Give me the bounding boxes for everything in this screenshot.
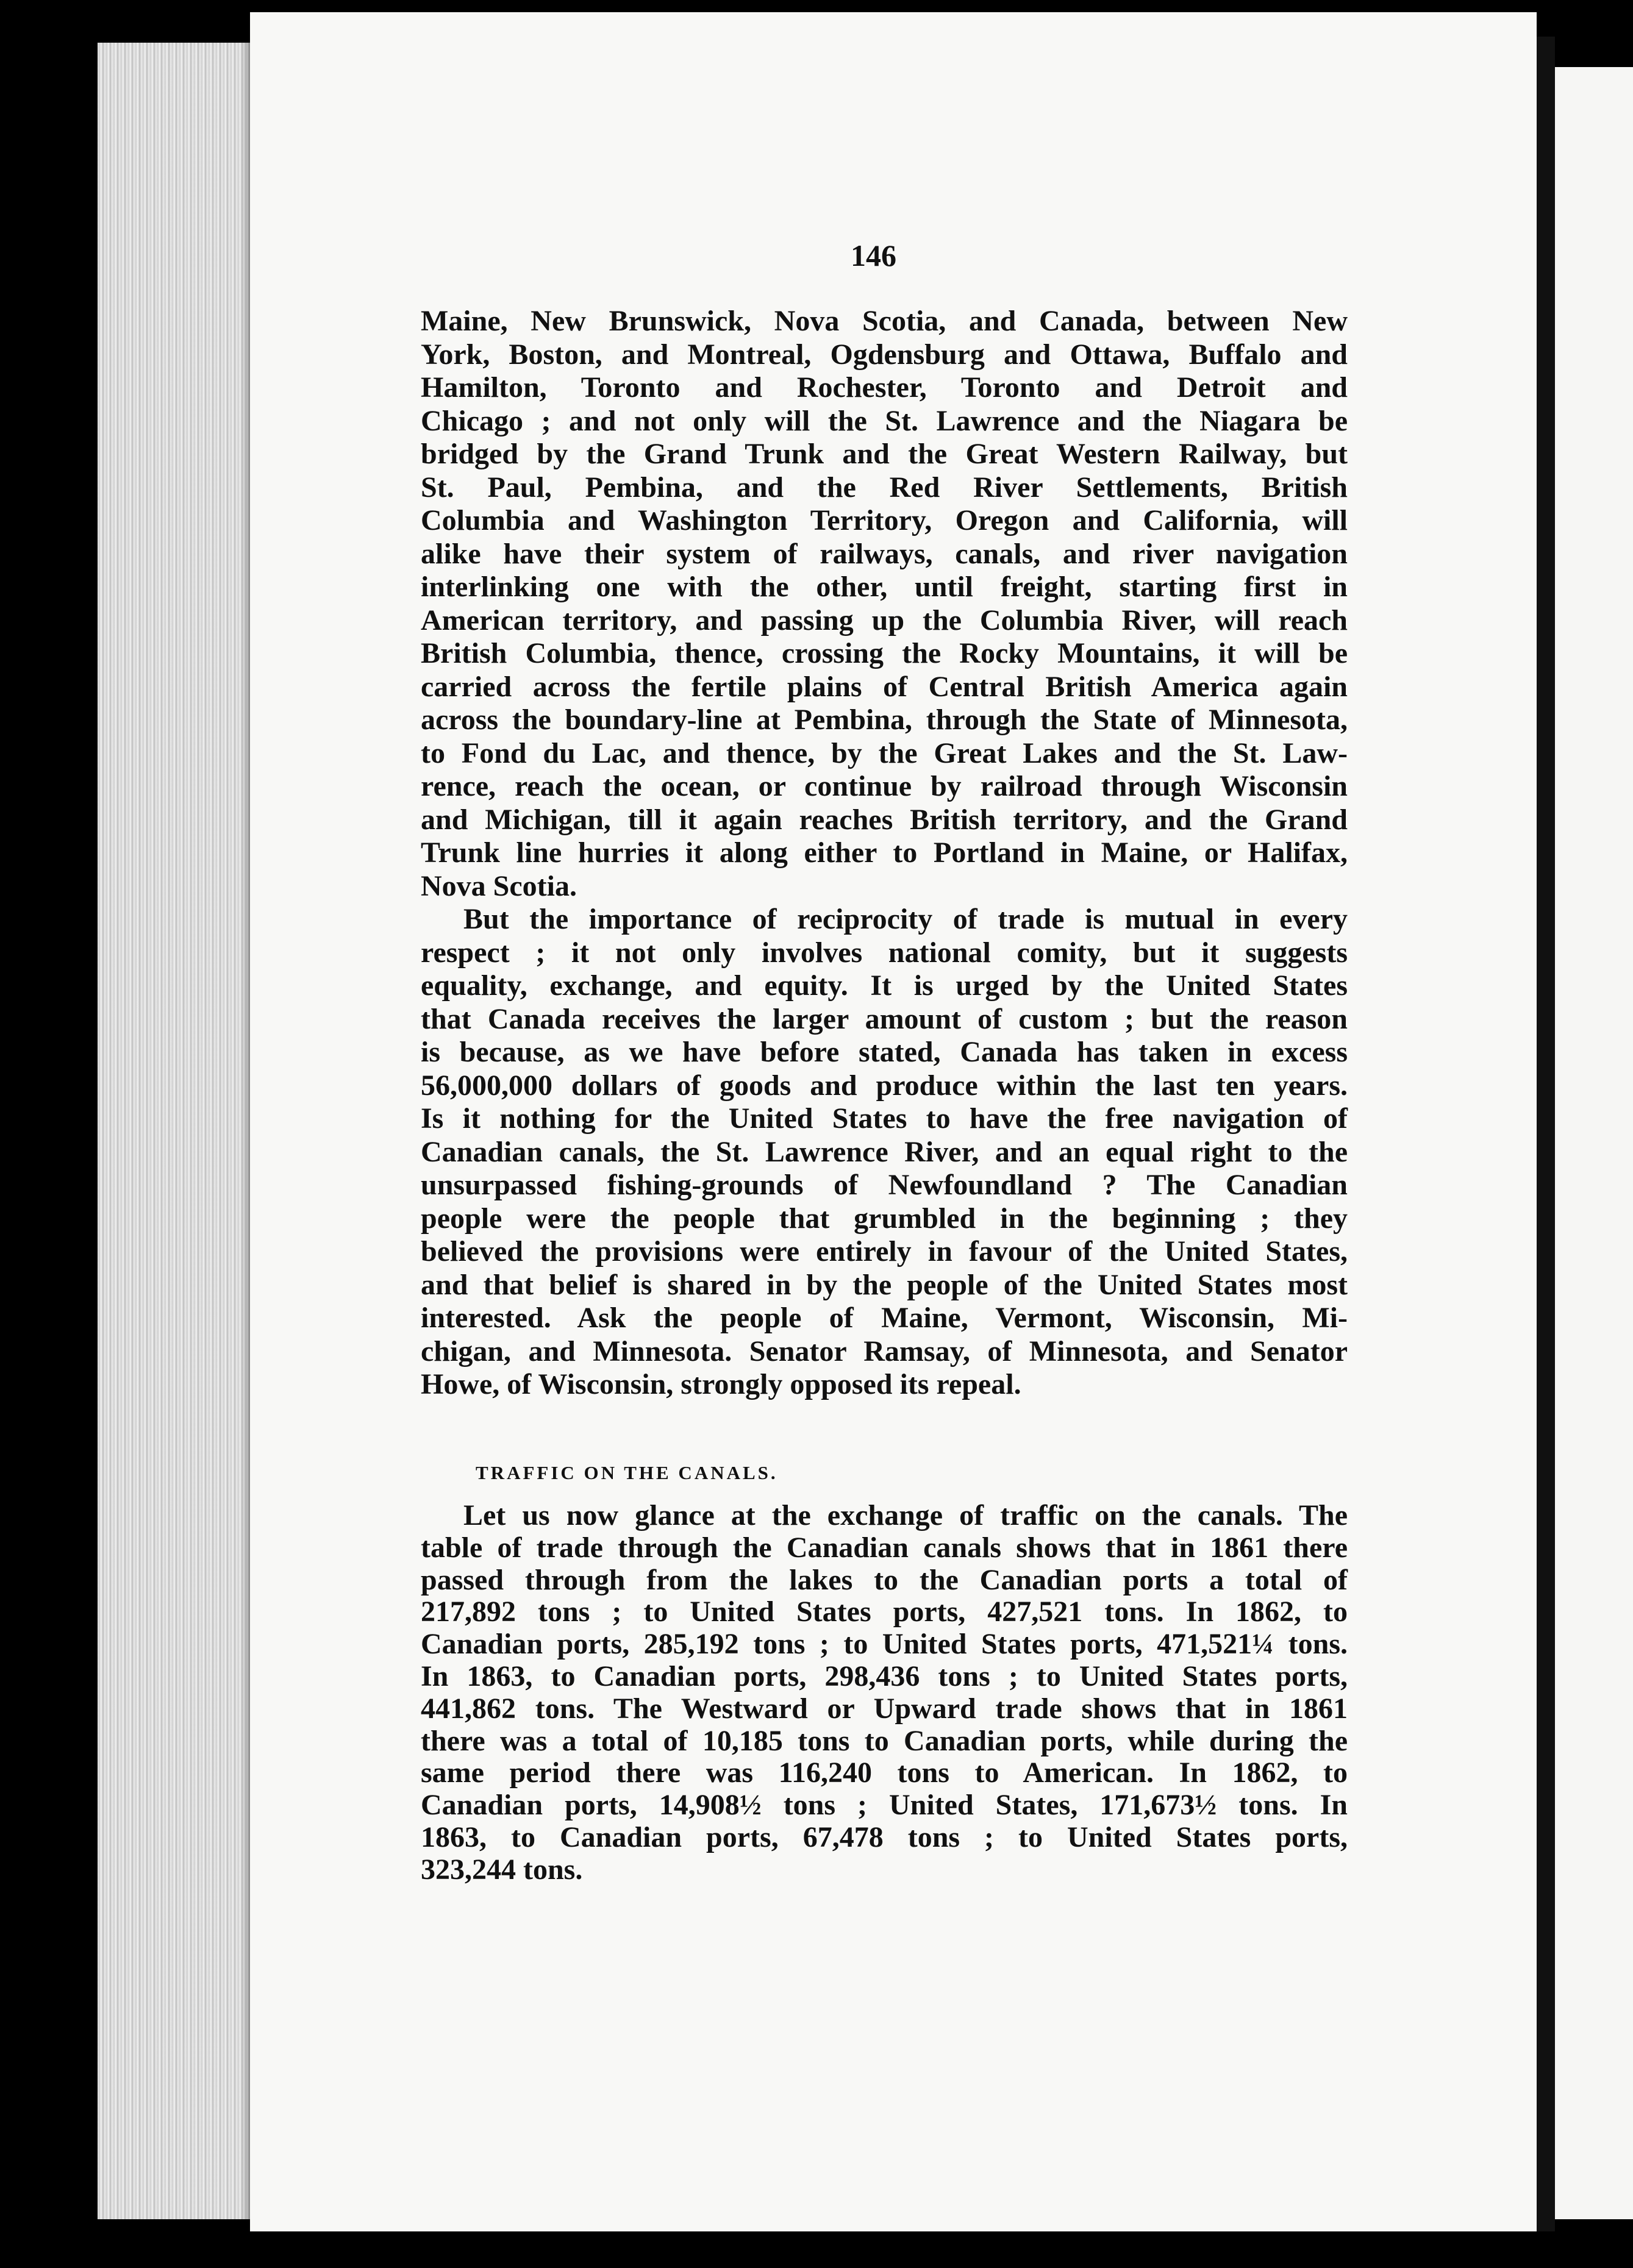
text-line: 441,862 tons. The Westward or Upward trade shows that in 1861 xyxy=(421,1692,1348,1725)
text-line: Hamilton, Toronto and Rochester, Toronto and Detroit and xyxy=(421,371,1348,404)
text-line: Maine, New Brunswick, Nova Scotia, and Canada, between New xyxy=(421,305,1348,337)
text-line: that Canada receives the larger amount of custom ; but the reason xyxy=(421,1002,1348,1035)
text-line: unsurpassed fishing-grounds of Newfoundland ? The Canadian xyxy=(421,1169,1348,1201)
paragraph-1 xyxy=(421,305,1348,903)
text-line: across the boundary-line at Pembina, through the State of Minnesota, xyxy=(421,704,1348,736)
body-text-top xyxy=(421,305,1348,1402)
text-line: interlinking one with the other, until freight, starting first in xyxy=(421,571,1348,603)
text-line: rence, reach the ocean, or continue by railroad through Wisconsin xyxy=(421,770,1348,802)
text-line: chigan, and Minnesota. Senator Ramsay, of Minnesota, and Senator xyxy=(421,1335,1348,1368)
text-line: carried across the fertile plains of Central British America again xyxy=(421,670,1348,703)
text-line: 56,000,000 dollars of goods and produce within the last ten years. xyxy=(421,1069,1348,1102)
text-line: to Fond du Lac, and thence, by the Great Lakes and the St. Law- xyxy=(421,736,1348,769)
text-line: 323,244 tons. xyxy=(421,1853,583,1886)
paragraph-3 xyxy=(421,1500,1348,1886)
text-line: people were the people that grumbled in the beginning ; they xyxy=(421,1202,1348,1235)
text-line: is because, as we have before stated, Canada has taken in excess xyxy=(421,1036,1348,1068)
text-line: same period there was 116,240 tons to American. In 1862, to xyxy=(421,1756,1348,1789)
text-line: believed the provisions were entirely in favour of the United States, xyxy=(421,1235,1348,1268)
text-line: Nova Scotia. xyxy=(421,869,577,902)
text-line: But the importance of reciprocity of trade is mutual in every xyxy=(463,903,1348,935)
text-line: interested. Ask the people of Maine, Vermont, Wisconsin, Mi- xyxy=(421,1302,1348,1334)
text-line: equality, exchange, and equity. It is urged by the United States xyxy=(421,969,1348,1002)
text-line: alike have their system of railways, canals, and river navigation xyxy=(421,537,1348,570)
text-line: Columbia and Washington Territory, Oregon and California, will xyxy=(421,504,1348,537)
text-line: respect ; it not only involves national comity, but it suggests xyxy=(421,936,1348,969)
text-line: American territory, and passing up the Columbia River, will reach xyxy=(421,604,1348,637)
text-line: and that belief is shared in by the people of the United States most xyxy=(421,1268,1348,1301)
text-line: and Michigan, till it again reaches British territory, and the Grand xyxy=(421,803,1348,836)
text-line: York, Boston, and Montreal, Ogdensburg and Ottawa, Buffalo and xyxy=(421,338,1348,371)
text-line: Canadian ports, 14,908½ tons ; United States, 171,673½ tons. In xyxy=(421,1789,1348,1822)
text-line: bridged by the Grand Trunk and the Great Western Railway, but xyxy=(421,438,1348,470)
text-line: In 1863, to Canadian ports, 298,436 tons ; to United States ports, xyxy=(421,1660,1348,1692)
facing-page-edge xyxy=(1555,67,1633,2219)
paragraph-2 xyxy=(421,903,1348,1402)
page-number: 146 xyxy=(851,238,896,273)
text-line: Howe, of Wisconsin, strongly opposed its repeal. xyxy=(421,1368,1021,1400)
text-line: 1863, to Canadian ports, 67,478 tons ; to United States ports, xyxy=(421,1820,1348,1853)
book-page-edges xyxy=(98,43,256,2219)
text-line: there was a total of 10,185 tons to Canadian ports, while during the xyxy=(421,1724,1348,1757)
text-line: Chicago ; and not only will the St. Lawrence and the Niagara be xyxy=(421,404,1348,437)
book-gutter xyxy=(1537,37,1555,2231)
text-line: Canadian ports, 285,192 tons ; to United States ports, 471,521¼ tons. xyxy=(421,1628,1348,1661)
text-line: St. Paul, Pembina, and the Red River Settlements, British xyxy=(421,471,1348,504)
body-text-bottom xyxy=(421,1500,1348,1886)
text-line: Let us now glance at the exchange of traffic on the canals. The xyxy=(463,1499,1348,1532)
text-line: Canadian canals, the St. Lawrence River, and an equal right to the xyxy=(421,1135,1348,1168)
text-line: British Columbia, thence, crossing the Rocky Mountains, it will be xyxy=(421,637,1348,669)
text-line: table of trade through the Canadian canals shows that in 1861 there xyxy=(421,1531,1348,1564)
text-line: Trunk line hurries it along either to Portland in Maine, or Halifax, xyxy=(421,836,1348,869)
section-heading: TRAFFIC ON THE CANALS. xyxy=(476,1462,778,1483)
text-line: passed through from the lakes to the Canadian ports a total of xyxy=(421,1563,1348,1596)
text-line: Is it nothing for the United States to have the free navigation of xyxy=(421,1102,1348,1135)
text-line: 217,892 tons ; to United States ports, 427,521 tons. In 1862, to xyxy=(421,1596,1348,1628)
